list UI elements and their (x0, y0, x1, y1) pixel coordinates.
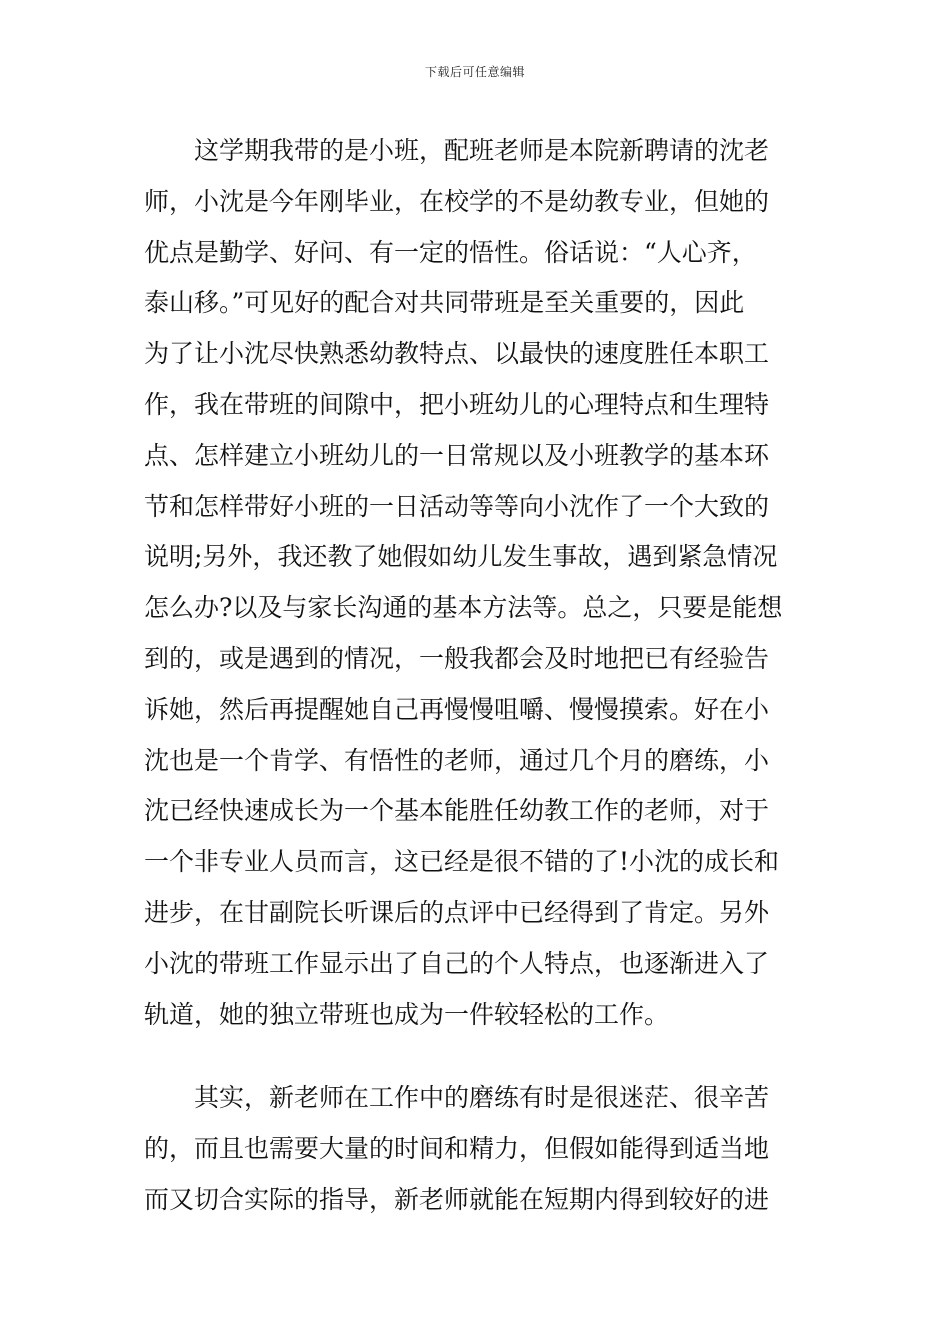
text-line: 点、怎样建立小班幼儿的一日常规以及小班教学的基本环 (144, 440, 770, 470)
text-line: 轨道，她的独立带班也成为一件较轻松的工作。 (144, 999, 670, 1029)
text-line: 说明;另外，我还教了她假如幼儿发生事故，遇到紧急情况 (144, 542, 778, 572)
text-line: 节和怎样带好小班的一日活动等等向小沈作了一个大致的 (144, 491, 770, 521)
text-line: 优点是勤学、好问、有一定的悟性。俗话说：“人心齐， (144, 237, 757, 267)
text-line: 这学期我带的是小班，配班老师是本院新聘请的沈老 (144, 136, 770, 165)
text-line: 为了让小沈尽快熟悉幼教特点、以最快的速度胜任本职工 (144, 339, 770, 369)
text-line: 师，小沈是今年刚毕业，在校学的不是幼教专业，但她的 (144, 186, 770, 216)
text-line: 到的，或是遇到的情况，一般我都会及时地把已有经验告 (144, 643, 770, 673)
text-line: 而又切合实际的指导，新老师就能在短期内得到较好的进 (144, 1184, 770, 1214)
text-line: 诉她，然后再提醒她自己再慢慢咀嚼、慢慢摸索。好在小 (144, 694, 770, 724)
text-line: 泰山移。”可见好的配合对共同带班是至关重要的，因此 (144, 288, 745, 318)
page-header: 下载后可任意编辑 (424, 65, 525, 79)
paragraph-2 (144, 1073, 824, 1225)
text-line: 小沈的带班工作显示出了自己的个人特点，也逐渐进入了 (144, 948, 770, 978)
text-line: 的，而且也需要大量的时间和精力，但假如能得到适当地 (144, 1133, 770, 1163)
paragraph-1 (144, 126, 824, 1040)
text-line: 作，我在带班的间隙中，把小班幼儿的心理特点和生理特 (144, 389, 770, 419)
text-line: 沈已经快速成长为一个基本能胜任幼教工作的老师，对于 (144, 796, 770, 826)
text-line: 怎么办?以及与家长沟通的基本方法等。总之，只要是能想 (144, 593, 783, 623)
text-line: 一个非专业人员而言，这已经是很不错的了!小沈的成长和 (144, 847, 780, 877)
text-line: 进步，在甘副院长听课后的点评中已经得到了肯定。另外 (144, 897, 770, 927)
text-line: 其实，新老师在工作中的磨练有时是很迷茫、很辛苦 (144, 1083, 770, 1112)
text-line: 沈也是一个肯学、有悟性的老师，通过几个月的磨练，小 (144, 745, 770, 775)
